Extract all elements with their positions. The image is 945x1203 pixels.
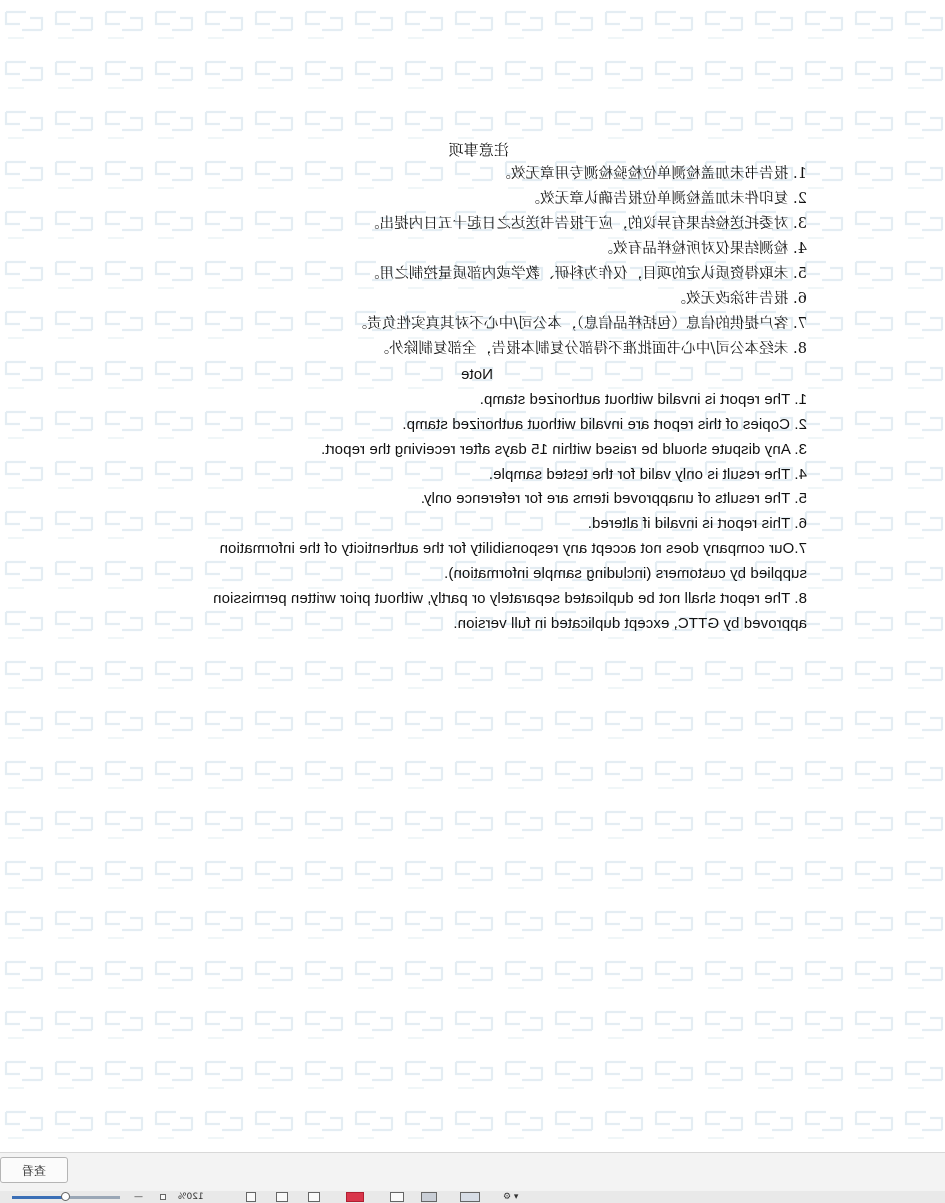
notice-en-line: 2. Copies of this report are invalid without authorized stamp.	[402, 416, 807, 433]
zoom-in-icon[interactable]	[160, 1194, 166, 1200]
layout-icon[interactable]	[308, 1192, 320, 1202]
notice-en-line: supplied by customers (including sample information).	[444, 565, 807, 582]
fit-page-icon[interactable]	[246, 1192, 256, 1202]
notice-cn-item: 2. 复印件未加盖检测单位报告确认章无效。	[525, 191, 807, 207]
notice-en-line: 3. Any dispute should be raised within 15 days after receiving the report.	[320, 441, 807, 458]
zoom-level-label: 120%	[178, 1192, 204, 1202]
view-button-label: 查看	[21, 1163, 46, 1178]
notice-en-line: 5. The results of unapproved items are for reference only.	[420, 490, 807, 507]
notice-en-line: 4. The result is only valid for the tested sample.	[488, 466, 807, 483]
zoom-slider-fill	[12, 1196, 66, 1199]
pdf-icon[interactable]	[346, 1192, 364, 1202]
notice-cn-title: 注意事项	[448, 141, 509, 159]
fullscreen-icon[interactable]	[276, 1192, 288, 1202]
scroll-view-icon[interactable]	[460, 1192, 480, 1202]
notice-cn-item: 8. 未经本公司/中心书面批准不得部分复制本报告，全部复制除外。	[374, 341, 807, 357]
notice-en-line: 6. This report is invalid if altered.	[587, 515, 807, 532]
page-view-icon[interactable]	[421, 1192, 437, 1202]
notice-cn-item: 6. 报告书涂改无效。	[671, 291, 807, 307]
notice-en-line: approved by GTTC, except duplicated in full version.	[453, 615, 807, 632]
notice-en-title: Note	[460, 366, 493, 383]
notice-en-line: 8. The report shall not be duplicated separately or partly, without prior written permission	[213, 590, 807, 607]
notice-cn-item: 5. 未取得资质认定的项目，仅作为科研、教学或内部质量控制之用。	[364, 266, 807, 282]
zoom-out-icon[interactable]: —	[134, 1192, 143, 1202]
notice-en-line: 7.Our company does not accept any responsibility for the authenticity of the information	[219, 540, 807, 557]
notice-cn-item: 3. 对委托送检结果有异议的，应于报告书送达之日起十五日内提出。	[364, 216, 807, 232]
bottom-toolbar	[0, 1152, 945, 1203]
book-view-icon[interactable]	[390, 1192, 404, 1202]
notice-cn-item: 7. 客户提供的信息（包括样品信息），本公司/中心不对其真实性负责。	[352, 316, 807, 332]
notice-en-line: 1. The report is invalid without authorized stamp.	[479, 391, 807, 408]
notice-cn-item: 4. 检测结果仅对所检样品有效。	[598, 241, 807, 257]
zoom-slider-handle[interactable]	[61, 1192, 70, 1201]
view-button[interactable]	[0, 1157, 68, 1183]
settings-icon[interactable]: ⚙ ▾	[503, 1192, 519, 1202]
status-bar	[0, 1191, 945, 1203]
notice-cn-item: 1. 报告书未加盖检测单位检验检测专用章无效。	[496, 166, 807, 182]
